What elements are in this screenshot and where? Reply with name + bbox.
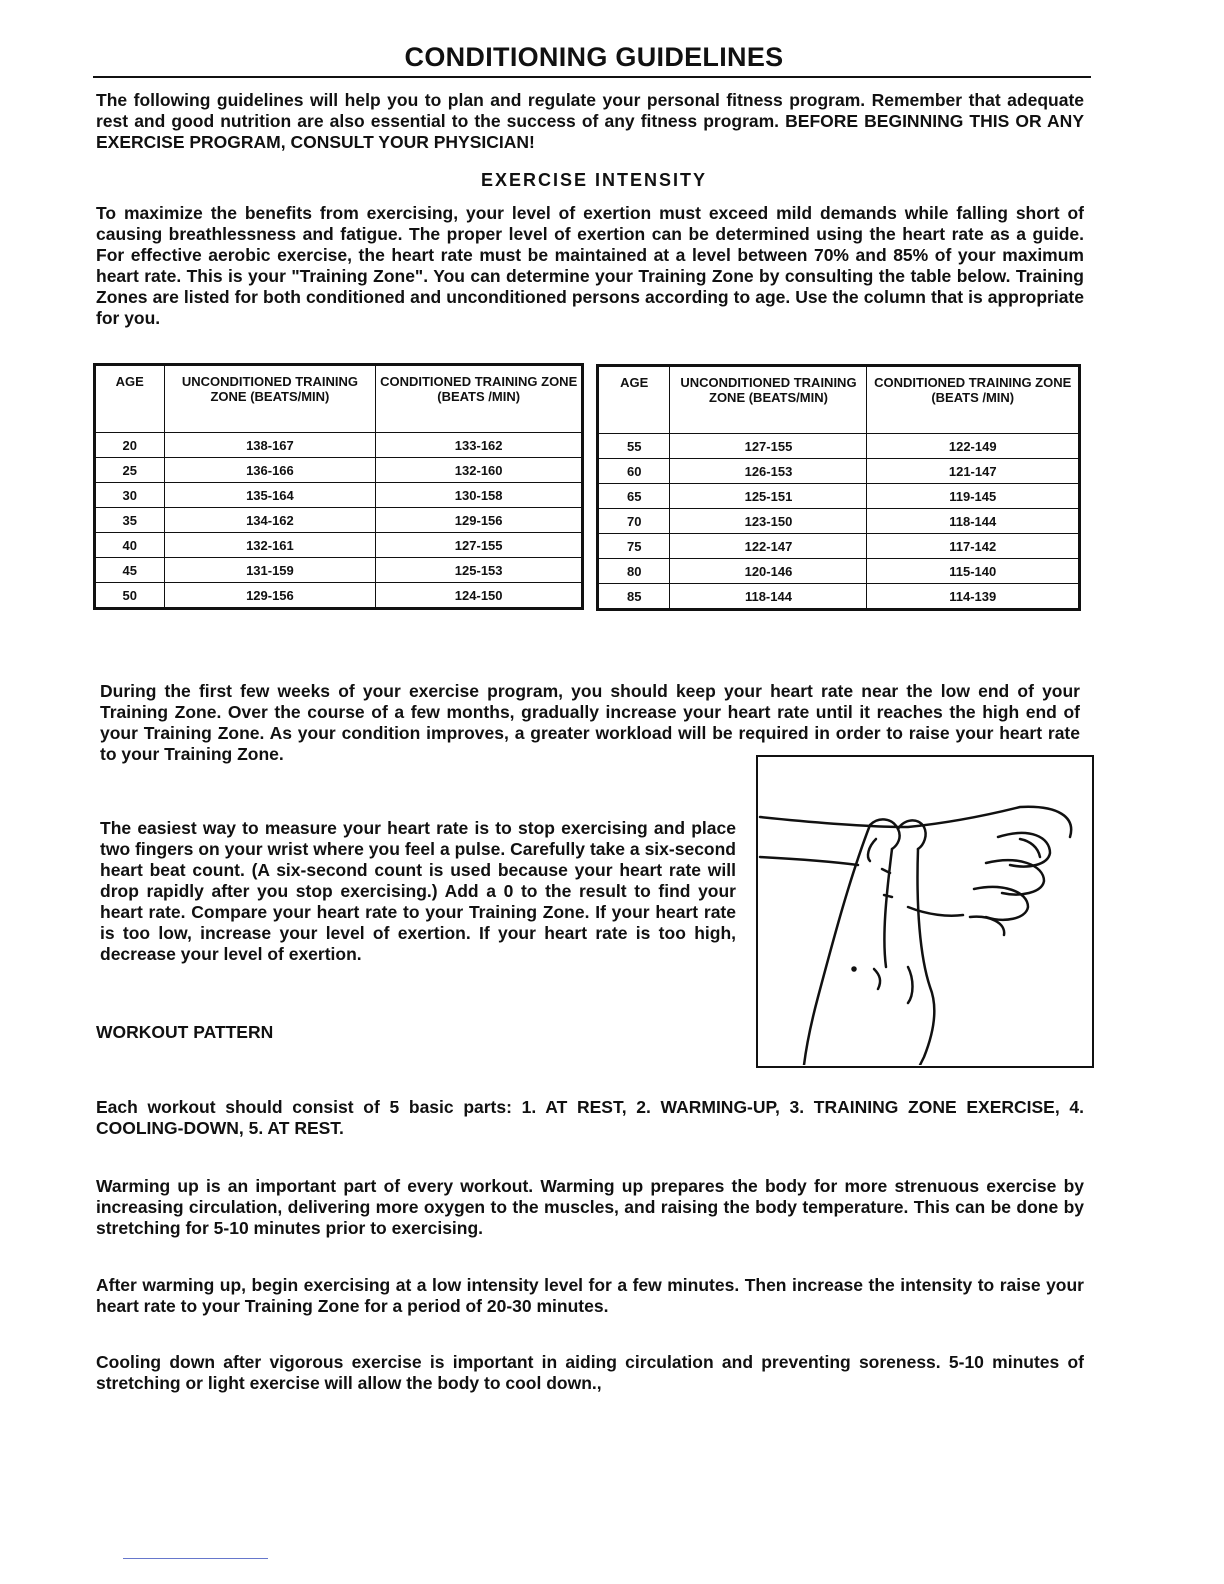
intensity-paragraph: To maximize the benefits from exercising, your level of exertion must exceed mild demands while falling short of causing breathlessness and fatigue. The proper level of exertion can be determined using the heart rate as a guide. For effective aerobic exercise, the heart rate must be maintained at a level between 70% and 85% of your maximum heart rate. This is your "Training Zone". You can determine your Training Zone by consulting the table below. Training Zones are listed for both conditioned and unconditioned persons according to age. Use the column that is appropriate for you. bbox=[96, 203, 1084, 328]
footer-rule bbox=[123, 1558, 268, 1559]
age-cell: 40 bbox=[95, 533, 165, 558]
unconditioned-cell: 123-150 bbox=[670, 509, 867, 534]
measure-paragraph: The easiest way to measure your heart rate is to stop exercising and place two fingers on your wrist where you feel a pulse. Carefully take a six-second heart beat count. (A six-second count is used because your heart rate will drop rapidly after you stop exercising.) Add a 0 to the result to find your heart rate. Compare your heart rate to your Training Zone. If your heart rate is too low, increase your level of exertion. If your heart rate is too high, decrease your level of exertion. bbox=[100, 818, 736, 964]
unconditioned-cell: 129-156 bbox=[164, 583, 376, 609]
title-rule bbox=[93, 76, 1091, 78]
table-row bbox=[95, 558, 583, 583]
table-row bbox=[95, 433, 583, 458]
table-row bbox=[598, 459, 1080, 484]
age-header: AGE bbox=[95, 365, 165, 433]
conditioned-cell: 121-147 bbox=[867, 459, 1080, 484]
table-row bbox=[598, 559, 1080, 584]
table-row bbox=[598, 434, 1080, 459]
conditioned-cell: 133-162 bbox=[376, 433, 583, 458]
table-row bbox=[95, 458, 583, 483]
age-cell: 65 bbox=[598, 484, 670, 509]
unconditioned-cell: 118-144 bbox=[670, 584, 867, 610]
table-row bbox=[598, 484, 1080, 509]
unconditioned-cell: 126-153 bbox=[670, 459, 867, 484]
table-row bbox=[95, 508, 583, 533]
unconditioned-cell: 136-166 bbox=[164, 458, 376, 483]
age-cell: 50 bbox=[95, 583, 165, 609]
age-cell: 35 bbox=[95, 508, 165, 533]
table-row bbox=[95, 483, 583, 508]
age-cell: 75 bbox=[598, 534, 670, 559]
conditioned-cell: 124-150 bbox=[376, 583, 583, 609]
page-title: CONDITIONING GUIDELINES bbox=[404, 42, 784, 72]
unconditioned-cell: 138-167 bbox=[164, 433, 376, 458]
conditioned-cell: 132-160 bbox=[376, 458, 583, 483]
table-row bbox=[95, 583, 583, 609]
table-row bbox=[95, 533, 583, 558]
warmup-paragraph: Warming up is an important part of every workout. Warming up prepares the body for more strenuous exercise by increasing circulation, delivering more oxygen to the muscles, and raising the body temperature. This can be done by stretching for 5-10 minutes prior to exercising. bbox=[96, 1176, 1084, 1238]
conditioned-cell: 129-156 bbox=[376, 508, 583, 533]
age-cell: 70 bbox=[598, 509, 670, 534]
conditioned-cell: 114-139 bbox=[867, 584, 1080, 610]
unconditioned-cell: 132-161 bbox=[164, 533, 376, 558]
conditioned-cell: 118-144 bbox=[867, 509, 1080, 534]
unconditioned-cell: 131-159 bbox=[164, 558, 376, 583]
unconditioned-cell: 120-146 bbox=[670, 559, 867, 584]
age-cell: 85 bbox=[598, 584, 670, 610]
hand-wrist-icon bbox=[758, 757, 1091, 1065]
age-cell: 20 bbox=[95, 433, 165, 458]
progress-paragraph: During the first few weeks of your exercise program, you should keep your heart rate near the low end of your Training Zone. Over the course of a few months, gradually increase your heart rate until it reaches the high end of your Training Zone. As your condition improves, a greater workload will be required in order to raise your heart rate to your Training Zone. bbox=[100, 681, 1080, 764]
intro-paragraph: The following guidelines will help you to plan and regulate your personal fitness program. Remember that adequate rest and good nutrition are also essential to the success of any fitness program. BEFORE BEGINNING THIS OR ANY EXERCISE PROGRAM, CONSULT YOUR PHYSICIAN! bbox=[96, 90, 1084, 152]
unconditioned-cell: 125-151 bbox=[670, 484, 867, 509]
unconditioned-cell: 127-155 bbox=[670, 434, 867, 459]
conditioned-cell: 115-140 bbox=[867, 559, 1080, 584]
unconditioned-header: UNCONDITIONED TRAINING ZONE (BEATS/MIN) bbox=[670, 366, 867, 434]
table-row bbox=[598, 509, 1080, 534]
conditioned-cell: 125-153 bbox=[376, 558, 583, 583]
pulse-check-illustration bbox=[756, 755, 1094, 1068]
conditioned-cell: 117-142 bbox=[867, 534, 1080, 559]
conditioned-header: CONDITIONED TRAINING ZONE (BEATS /MIN) bbox=[376, 365, 583, 433]
unconditioned-header: UNCONDITIONED TRAINING ZONE (BEATS/MIN) bbox=[164, 365, 376, 433]
training-paragraph: After warming up, begin exercising at a low intensity level for a few minutes. Then increase the intensity to raise your heart rate to your Training Zone for a period of 20-30 minutes. bbox=[96, 1275, 1084, 1316]
unconditioned-cell: 135-164 bbox=[164, 483, 376, 508]
table-row bbox=[598, 584, 1080, 610]
age-cell: 45 bbox=[95, 558, 165, 583]
age-header: AGE bbox=[598, 366, 670, 434]
workout-parts-paragraph: Each workout should consist of 5 basic parts: 1. AT REST, 2. WARMING-UP, 3. TRAINING ZONE EXERCISE, 4. COOLING-DOWN, 5. AT REST. bbox=[96, 1097, 1084, 1138]
unconditioned-cell: 122-147 bbox=[670, 534, 867, 559]
age-cell: 55 bbox=[598, 434, 670, 459]
cooldown-paragraph: Cooling down after vigorous exercise is important in aiding circulation and preventing soreness. 5-10 minutes of stretching or light exercise will allow the body to cool down., bbox=[96, 1352, 1084, 1393]
conditioned-cell: 127-155 bbox=[376, 533, 583, 558]
age-cell: 80 bbox=[598, 559, 670, 584]
training-zone-table-left bbox=[93, 363, 584, 610]
unconditioned-cell: 134-162 bbox=[164, 508, 376, 533]
age-cell: 25 bbox=[95, 458, 165, 483]
conditioned-header: CONDITIONED TRAINING ZONE (BEATS /MIN) bbox=[867, 366, 1080, 434]
workout-pattern-heading: WORKOUT PATTERN bbox=[96, 1022, 274, 1042]
conditioned-cell: 119-145 bbox=[867, 484, 1080, 509]
conditioned-cell: 130-158 bbox=[376, 483, 583, 508]
training-zone-table-right bbox=[596, 364, 1081, 611]
exercise-intensity-heading: EXERCISE INTENSITY bbox=[480, 170, 708, 190]
age-cell: 30 bbox=[95, 483, 165, 508]
table-row bbox=[598, 534, 1080, 559]
conditioned-cell: 122-149 bbox=[867, 434, 1080, 459]
age-cell: 60 bbox=[598, 459, 670, 484]
